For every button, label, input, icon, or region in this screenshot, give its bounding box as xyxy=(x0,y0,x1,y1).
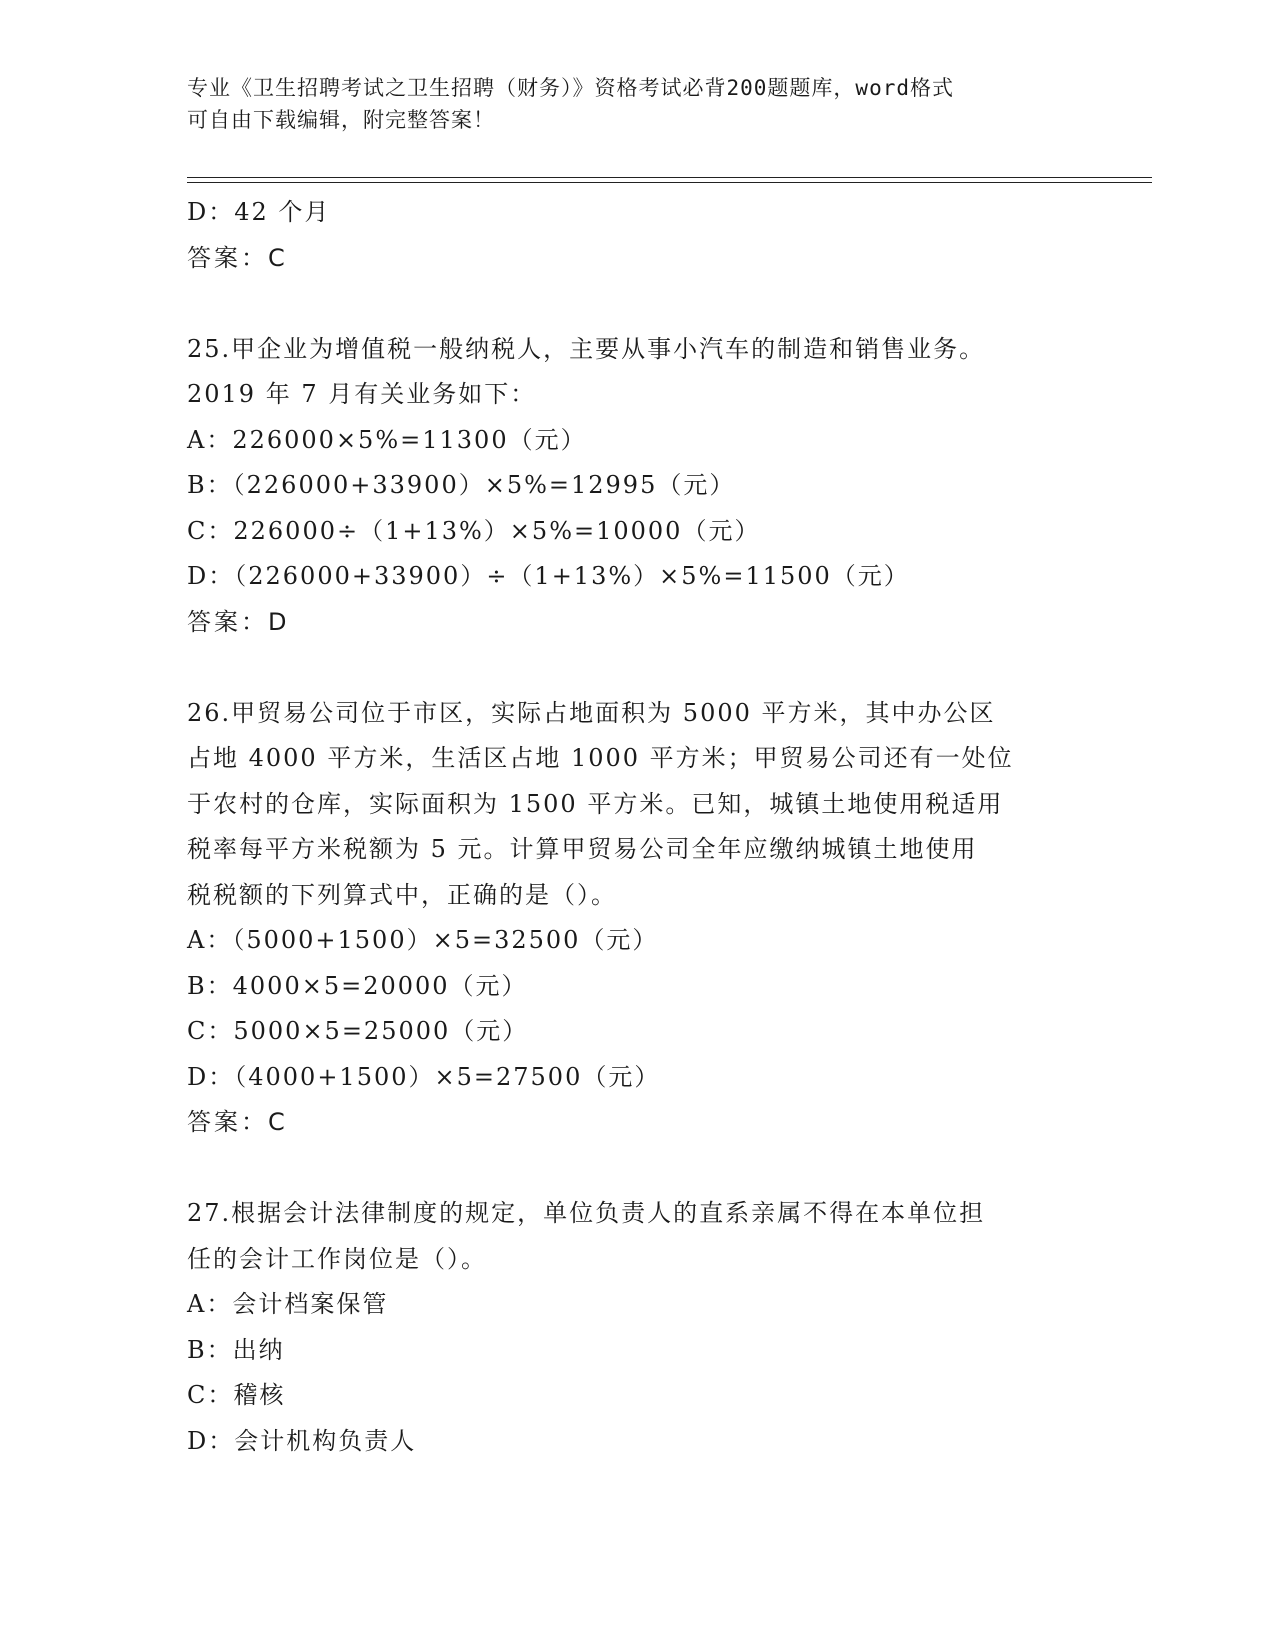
question-24-tail xyxy=(187,190,1087,281)
question-stem: 于农村的仓库，实际面积为 1500 平方米。已知，城镇土地使用税适用 xyxy=(187,789,1004,818)
question-stem: 任的会计工作岗位是（）。 xyxy=(187,1244,487,1273)
option-d: D：（4000+1500）×5=27500（元） xyxy=(187,1062,661,1091)
document-header xyxy=(187,72,1087,136)
question-stem: 26.甲贸易公司位于市区，实际占地面积为 5000 平方米，其中办公区 xyxy=(187,698,996,727)
spacer xyxy=(187,1146,1087,1192)
option-b: B：（226000+33900）×5%=12995（元） xyxy=(187,471,736,499)
option-d: D：（226000+33900）÷（1+13%）×5%=11500（元） xyxy=(187,562,910,590)
question-26 xyxy=(187,691,1087,1146)
question-27 xyxy=(187,1191,1087,1464)
option-a: A：（5000+1500）×5=32500（元） xyxy=(187,926,659,954)
spacer xyxy=(187,281,1087,327)
spacer xyxy=(187,645,1087,691)
question-stem: 2019 年 7 月有关业务如下： xyxy=(187,380,537,408)
option-c: C：226000÷（1+13%）×5%=10000（元） xyxy=(187,516,761,545)
option-b: B：4000×5=20000（元） xyxy=(187,971,528,1000)
question-stem: 税率每平方米税额为 5 元。计算甲贸易公司全年应缴纳城镇土地使用 xyxy=(187,835,978,863)
question-stem: 占地 4000 平方米，生活区占地 1000 平方米；甲贸易公司还有一处位 xyxy=(187,744,1014,772)
option-c: C：5000×5=25000（元） xyxy=(187,1017,529,1045)
option-d: D：42 个月 xyxy=(187,198,331,226)
question-stem: 25.甲企业为增值税一般纳税人，主要从事小汽车的制造和销售业务。 xyxy=(187,334,986,363)
document-body xyxy=(187,190,1087,1464)
header-line-2: 可自由下载编辑，附完整答案！ xyxy=(187,108,495,132)
option-a: A：226000×5%=11300（元） xyxy=(187,425,587,454)
question-stem: 税税额的下列算式中，正确的是（）。 xyxy=(187,880,617,909)
option-c: C：稽核 xyxy=(187,1381,286,1409)
option-b: B：出纳 xyxy=(187,1335,285,1364)
option-a: A：会计档案保管 xyxy=(187,1290,389,1318)
answer: 答案：D xyxy=(187,607,290,636)
header-divider-bottom xyxy=(187,182,1152,183)
header-line-1: 专业《卫生招聘考试之卫生招聘（财务）》资格考试必背200题题库，word格式 xyxy=(187,76,954,100)
answer: 答案：C xyxy=(187,1108,288,1136)
question-25 xyxy=(187,327,1087,646)
header-divider-top xyxy=(187,177,1152,178)
option-d: D：会计机构负责人 xyxy=(187,1426,417,1455)
answer: 答案：C xyxy=(187,243,288,272)
question-stem: 27.根据会计法律制度的规定，单位负责人的直系亲属不得在本单位担 xyxy=(187,1199,986,1227)
